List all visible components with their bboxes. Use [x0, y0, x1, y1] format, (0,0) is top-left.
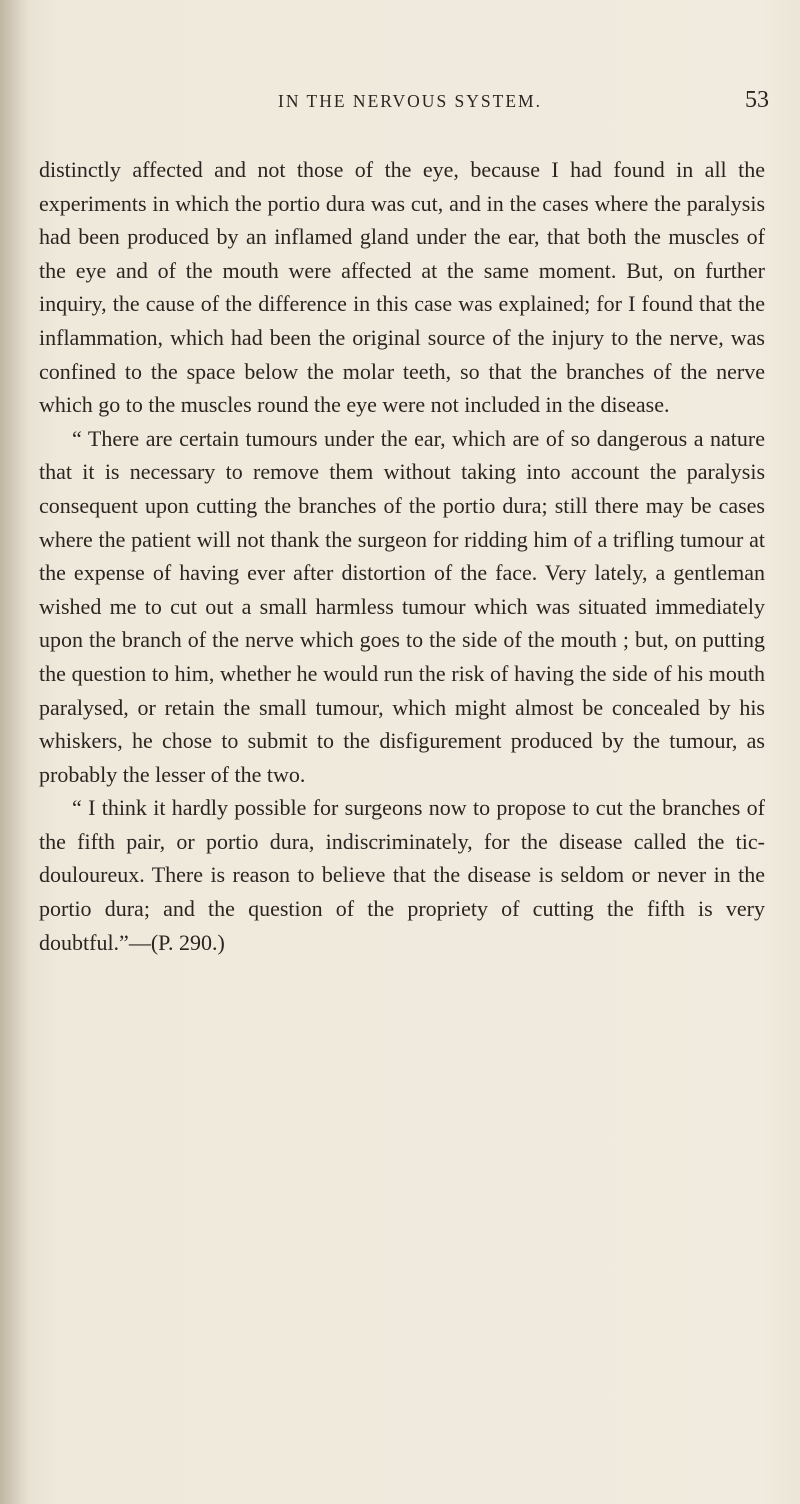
paragraph-2: “ There are certain tumours under the ear, which are of so dangerous a nature that it is necessary to remove them without taking into account the paralysis consequent upon cutting the branches of the portio dura; still there may be cases where the patient will not thank the surgeon for ridding him of a trifling tumour at the expense of having ever after distortion of the face. Very lately, a gentleman wished me to cut out a small harmless tumour which was situated immediately upon the branch of the nerve which goes to the side of the mouth ; but, on putting the question to him, whether he would run the risk of having the side of his mouth paralysed, or retain the small tumour, which might almost be concealed by his whiskers, he chose to submit to the disfigurement produced by the tumour, as probably the lesser of the two.	[39, 425, 765, 787]
body-text	[39, 153, 765, 959]
running-head: IN THE NERVOUS SYSTEM.	[278, 91, 542, 111]
page-header	[0, 87, 800, 117]
paragraph-3: “ I think it hardly possible for surgeons now to propose to cut the branches of the fifth pair, or portio dura, indiscriminately, for the disease called the tic-douloureux. There is reason to believe that the disease is seldom or never in the portio dura; and the question of the propriety of cutting the fifth is very doubtful.”—(P. 290.)	[39, 795, 765, 955]
binding-gutter-shadow	[0, 0, 30, 1504]
paragraph-1: distinctly affected and not those of the eye, because I had found in all the experiments in which the portio dura was cut, and in the cases where the paralysis had been produced by an inflamed gland under the ear, that both the muscles of the eye and of the mouth were affected at the same moment. But, on further inquiry, the cause of the difference in this case was explained; for I found that the inflammation, which had been the original source of the injury to the nerve, was confined to the space below the molar teeth, so that the branches of the nerve which go to the muscles round the eye were not included in the disease.	[39, 157, 765, 418]
page-number: 53	[745, 87, 769, 113]
